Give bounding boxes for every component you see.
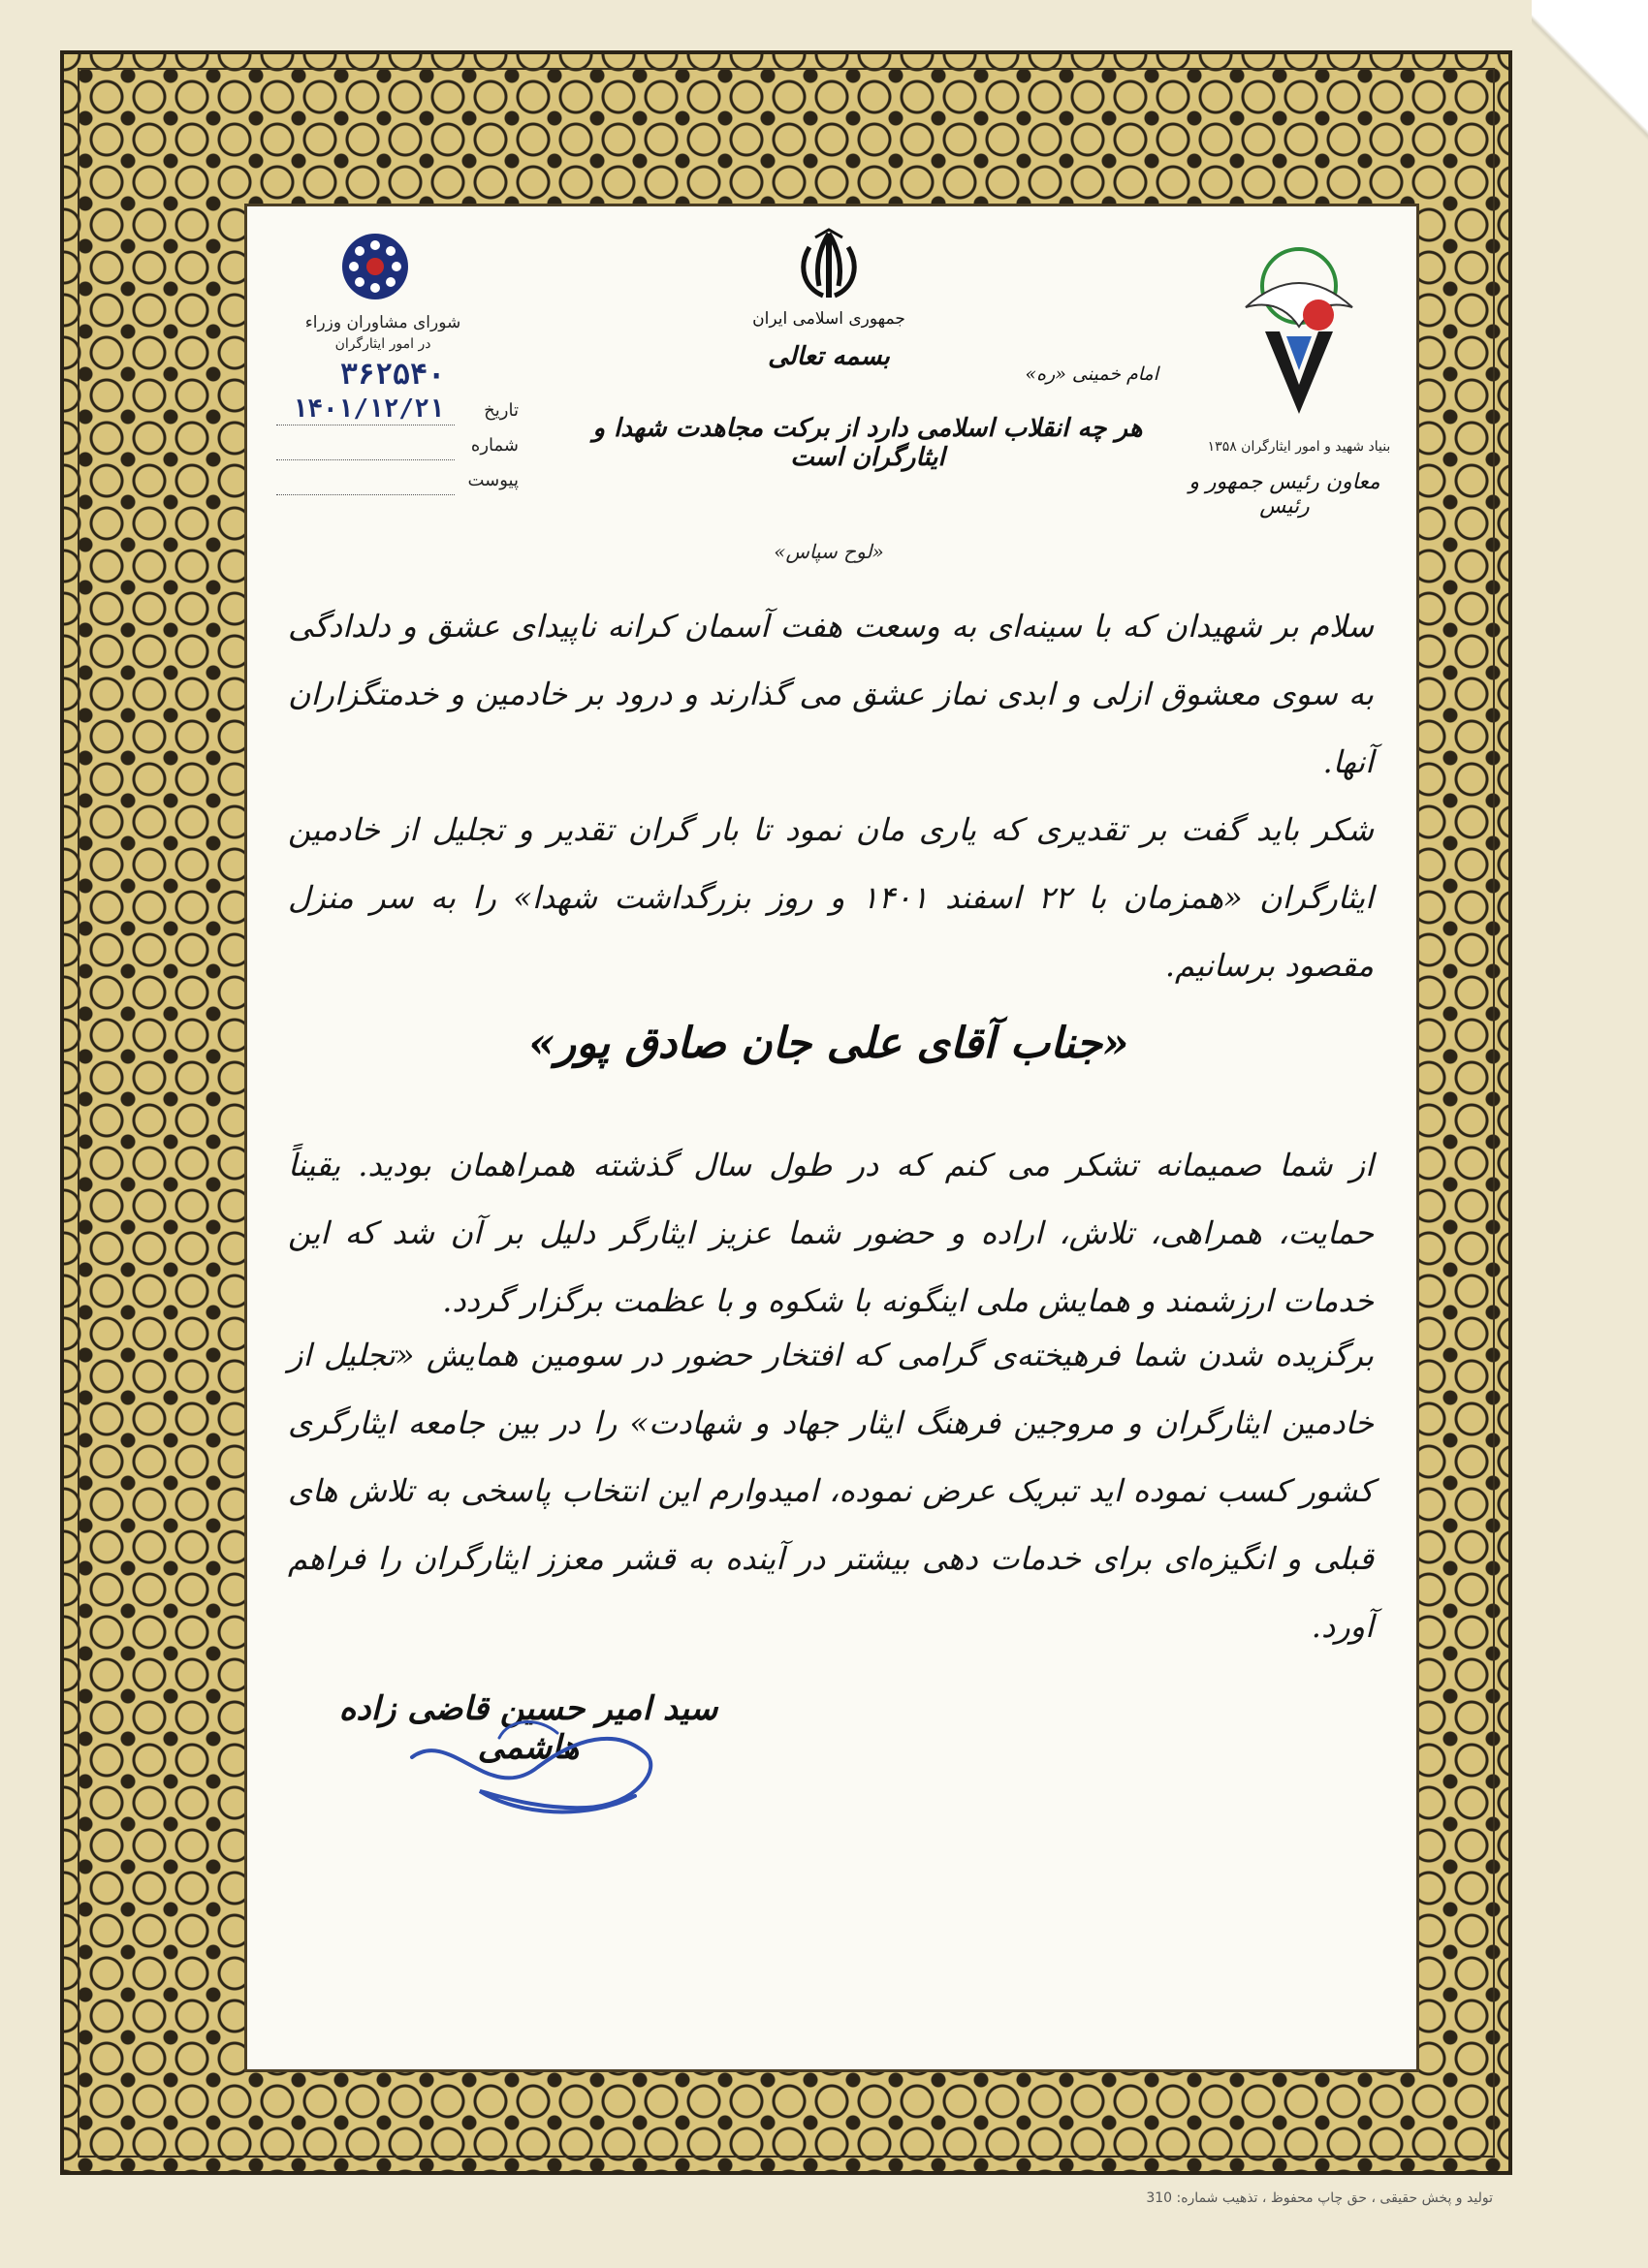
letter-number: ۳۶۲۵۴۰ bbox=[339, 358, 446, 392]
quote-attribution: امام خمینی «ره» bbox=[1025, 363, 1158, 385]
folded-corner bbox=[1532, 0, 1648, 155]
attachment-line bbox=[276, 494, 455, 495]
iran-emblem-icon bbox=[790, 228, 868, 305]
date-label: تاریخ bbox=[484, 400, 519, 421]
date-value: ۱۴۰۱/۱۲/۲۱ bbox=[292, 394, 445, 424]
number-field bbox=[276, 431, 519, 466]
signature-icon bbox=[393, 1699, 703, 1835]
attachment-field bbox=[276, 466, 519, 501]
basmala: بسمه تعالی bbox=[768, 342, 890, 371]
number-line bbox=[276, 459, 455, 460]
recipient-name: «جناب آقای علی جان صادق پور» bbox=[528, 1019, 1129, 1068]
paragraph-thanks: از شما صمیمانه تشکر می کنم که در طول سال گذشته همراهمان بودید. یقیناً حمایت، همراهی، تلاش، اراده و حضور شما عزیز ایثارگر دلیل بر آن شد که این خدمات ارزشمند و همایش ملی اینگونه با شکوه و با عظمت برگزار گردد. bbox=[288, 1147, 1374, 1319]
council-name: شورای مشاوران وزراء bbox=[304, 313, 461, 332]
number-label: شماره bbox=[470, 435, 519, 456]
paragraph-gratitude: شکر باید گفت بر تقدیری که یاری مان نمود تا بار گران تقدیر و تجلیل از خادمین ایثارگران «همزمان با ۲۲ اسفند ۱۴۰۱ و روز بزرگداشت شهدا» را به سر منزل مقصود برسانیم. bbox=[288, 811, 1375, 984]
martyrs-foundation-logo-icon bbox=[1226, 239, 1372, 433]
header-quote: هر چه انقلاب اسلامی دارد از برکت مجاهدت شهدا و ایثارگران است bbox=[592, 414, 1143, 472]
attachment-label: پیوست bbox=[467, 470, 519, 490]
org-caption: بنیاد شهید و امور ایثارگران ۱۳۵۸ bbox=[1207, 439, 1391, 455]
paragraph-selection: برگزیده شدن شما فرهیخته‌ی گرامی که افتخار حضور در سومین همایش «تجلیل از خادمین ایثارگران و مروجین فرهنگ ایثار جهاد و شهادت» را در بین جامعه ایثارگری کشور کسب نموده اید تبریک عرض نموده، امیدوارم این انتخاب پاسخی به تلاش های قبلی و انگیزه‌ای برای خدمات دهی بیشتر در آینده به قشر معزز ایثارگران را فراهم آورد. bbox=[288, 1337, 1374, 1645]
document-title: «لوح سپاس» bbox=[774, 540, 884, 563]
council-logo-icon bbox=[340, 232, 410, 301]
signatory-name: سید امیر حسین قاضی زاده هاشمی bbox=[338, 1689, 718, 1767]
vice-president-title: معاون رئیس جمهور و رئیس bbox=[1188, 470, 1380, 519]
print-note: تولید و پخش حقیقی ، حق چاپ محفوظ ، تذهیب شماره: 310 bbox=[1146, 2190, 1493, 2206]
country-name: جمهوری اسلامی ایران bbox=[752, 309, 905, 329]
council-subtitle: در امور ایثارگران bbox=[334, 336, 431, 352]
paragraph-greeting: سلام بر شهیدان که با سینه‌ای به وسعت هفت آسمان کرانه ناپیدای عشق و دلدادگی به سوی معشوق ازلی و ابدی نماز عشق می گذارند و درود بر خادمین و خدمتگزاران آنها. bbox=[288, 608, 1375, 780]
date-field bbox=[276, 396, 519, 431]
certificate-body bbox=[244, 204, 1419, 2072]
